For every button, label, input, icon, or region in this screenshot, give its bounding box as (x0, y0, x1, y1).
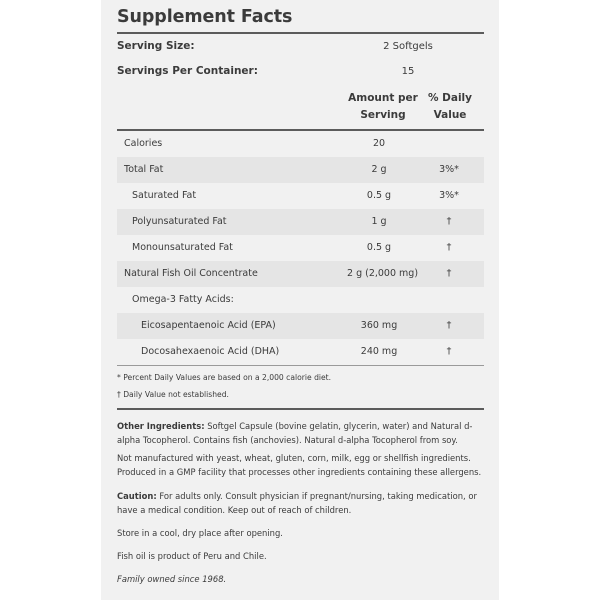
nutrient-daily-value: 3%* (439, 190, 459, 201)
nutrient-name: Saturated Fat (132, 190, 197, 201)
nutrient-daily-value: † (446, 242, 452, 253)
percent-dv-footnote: * Percent Daily Values are based on a 2,000 calorie diet. (117, 373, 332, 382)
nutrient-name: Docosahexaenoic Acid (DHA) (141, 346, 280, 357)
storage-note: Store in a cool, dry place after opening. (117, 528, 283, 538)
nutrient-name: Omega-3 Fatty Acids: (132, 294, 234, 305)
nutrient-amount: 240 mg (360, 346, 398, 357)
origin-note: Fish oil is product of Peru and Chile. (117, 551, 267, 561)
nutrient-amount: 0.5 g (366, 242, 392, 253)
table-row (117, 313, 484, 339)
nutrient-name: Polyunsaturated Fat (132, 216, 227, 227)
nutrient-daily-value: † (446, 320, 452, 331)
amount-column-header (338, 90, 428, 124)
allergen-note: Not manufactured with yeast, wheat, gluten, corn, milk, egg or shellfish ingredients. Produced in a GMP facility that processes other ingredients containing these allergens. (117, 453, 482, 477)
table-bottom-divider (117, 365, 484, 366)
nutrient-amount: 0.5 g (366, 190, 392, 201)
table-row (117, 287, 484, 313)
serving-size-label: Serving Size: (117, 40, 195, 52)
table-row (117, 183, 484, 209)
servings-per-container-label: Servings Per Container: (117, 65, 258, 77)
family-owned-note: Family owned since 1968. (117, 574, 227, 584)
nutrient-name: Monounsaturated Fat (132, 242, 233, 253)
table-row (117, 235, 484, 261)
daily-value-column-header (424, 90, 476, 124)
nutrient-daily-value: † (446, 346, 452, 357)
other-ingredients-text: Softgel Capsule (bovine gelatin, glycerin, water) and Natural d-alpha Tocopherol. Contains fish (anchovies). Natural d-alpha Tocopherol from soy. (117, 421, 473, 445)
table-row (117, 157, 484, 183)
panel-title: Supplement Facts (117, 7, 293, 27)
nutrient-daily-value: † (446, 268, 452, 279)
servings-per-container-value: 15 (401, 66, 415, 77)
table-row (117, 209, 484, 235)
dv-header-line1: % Daily (427, 92, 473, 104)
caution-label: Caution: (117, 491, 157, 501)
nutrient-daily-value: † (446, 216, 452, 227)
serving-size-value: 2 Softgels (383, 41, 433, 52)
nutrient-daily-value: 3%* (439, 164, 459, 175)
nutrient-name: Calories (124, 138, 163, 149)
other-ingredients-label: Other Ingredients: (117, 421, 205, 431)
other-ingredients (117, 419, 484, 447)
nutrient-amount: 20 (372, 138, 386, 149)
nutrient-amount: 1 g (371, 216, 387, 227)
nutrient-amount: 2 g (2,000 mg) (347, 268, 419, 279)
nutrient-name: Total Fat (124, 164, 164, 175)
footnote-divider (117, 408, 484, 410)
dv-header-line2: Value (433, 109, 467, 121)
table-row (117, 339, 484, 365)
caution-text: For adults only. Consult physician if pregnant/nursing, taking medication, or have a medical condition. Keep out of reach of children. (117, 491, 477, 515)
caution-note (117, 489, 484, 517)
dv-not-established-footnote: † Daily Value not established. (117, 390, 229, 399)
amount-header-line2: Serving (360, 109, 406, 121)
amount-header-line1: Amount per (348, 92, 418, 104)
nutrient-amount: 2 g (371, 164, 387, 175)
nutrient-amount: 360 mg (360, 320, 398, 331)
title-divider (117, 32, 484, 34)
table-row (117, 131, 484, 157)
nutrient-name: Eicosapentaenoic Acid (EPA) (141, 320, 276, 331)
nutrient-name: Natural Fish Oil Concentrate (124, 268, 258, 279)
table-row (117, 261, 484, 287)
